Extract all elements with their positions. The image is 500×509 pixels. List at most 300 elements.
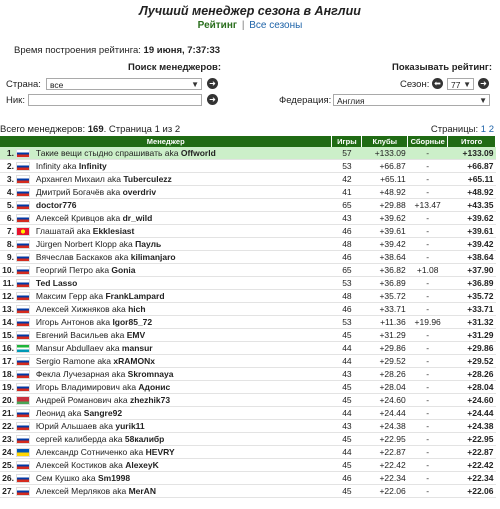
games-cell: 43	[332, 212, 362, 225]
manager-cell[interactable]	[34, 147, 332, 160]
games-cell: 44	[332, 355, 362, 368]
rank-cell: 17.	[0, 355, 16, 368]
total-cell: +31.32	[448, 316, 496, 329]
country-flag-icon	[16, 278, 30, 288]
rank-cell: 24.	[0, 446, 16, 459]
table-row[interactable]	[0, 407, 496, 420]
rank-cell: 10.	[0, 264, 16, 277]
flag-cell	[16, 212, 34, 225]
rank-cell: 16.	[0, 342, 16, 355]
nav-separator: |	[241, 20, 245, 31]
manager-nick-link[interactable]: Skromnaya	[127, 369, 174, 379]
page-2-link[interactable]: 2	[488, 124, 494, 135]
clubs-cell: +36.82	[362, 264, 408, 277]
games-cell: 53	[332, 316, 362, 329]
rank-cell: 27.	[0, 485, 16, 498]
manager-cell[interactable]	[34, 186, 332, 199]
total-cell: +22.34	[448, 472, 496, 485]
clubs-cell: +29.86	[362, 342, 408, 355]
manager-name: Игорь Антонов aka	[35, 317, 113, 327]
national-cell: -	[408, 212, 448, 225]
manager-nick-link[interactable]: doctor776	[35, 200, 77, 210]
country-flag-icon	[16, 200, 30, 210]
manager-nick-link[interactable]: Tuberculezz	[123, 174, 172, 184]
col-total-header[interactable]: Итого	[448, 136, 496, 147]
flag-cell	[16, 199, 34, 212]
national-cell: +19.96	[408, 316, 448, 329]
rank-cell: 26.	[0, 472, 16, 485]
manager-cell[interactable]	[34, 433, 332, 446]
total-cell: +22.06	[448, 485, 496, 498]
flag-cell	[16, 160, 34, 173]
games-cell: 46	[332, 472, 362, 485]
flag-cell	[16, 368, 34, 381]
country-flag-icon	[16, 330, 30, 340]
national-cell: -	[408, 290, 448, 303]
total-cell: +48.92	[448, 186, 496, 199]
games-cell: 57	[332, 147, 362, 160]
clubs-cell: +38.64	[362, 251, 408, 264]
clubs-cell: +31.29	[362, 329, 408, 342]
manager-name: Алексей Хижняков aka	[35, 304, 129, 314]
total-cell: +37.90	[448, 264, 496, 277]
manager-name: Jürgen Norbert Klopp aka	[35, 239, 136, 249]
table-row[interactable]	[0, 420, 496, 433]
table-row[interactable]	[0, 329, 496, 342]
total-cell: +22.42	[448, 459, 496, 472]
manager-nick-link[interactable]: yurik11	[115, 421, 145, 431]
total-cell: +35.72	[448, 290, 496, 303]
national-cell: -	[408, 329, 448, 342]
country-go-button[interactable]	[207, 78, 218, 89]
total-cell: +29.86	[448, 342, 496, 355]
country-flag-icon	[16, 213, 30, 223]
nick-go-button[interactable]	[207, 94, 218, 105]
season-label: Сезон:	[400, 79, 430, 90]
manager-cell[interactable]	[34, 264, 332, 277]
manager-cell[interactable]	[34, 329, 332, 342]
total-cell: +66.87	[448, 160, 496, 173]
table-row[interactable]	[0, 446, 496, 459]
chevron-down-icon: ▼	[463, 80, 471, 89]
country-flag-icon	[16, 395, 30, 405]
country-flag-icon	[16, 460, 30, 470]
manager-nick-link[interactable]: hich	[128, 304, 146, 314]
summary-info	[0, 124, 180, 135]
manager-nick-link[interactable]: MerAN	[128, 486, 156, 496]
clubs-cell: +39.62	[362, 212, 408, 225]
manager-nick-link[interactable]: zhezhik73	[129, 395, 171, 405]
national-cell: +1.08	[408, 264, 448, 277]
rank-cell: 1.	[0, 147, 16, 160]
country-flag-icon	[16, 239, 30, 249]
manager-cell[interactable]	[34, 472, 332, 485]
table-row[interactable]	[0, 212, 496, 225]
federation-label: Федерация:	[279, 95, 332, 106]
manager-nick-link[interactable]: Sm1998	[97, 473, 131, 483]
table-row[interactable]	[0, 485, 496, 498]
rank-cell: 25.	[0, 459, 16, 472]
table-row[interactable]	[0, 186, 496, 199]
flag-cell	[16, 264, 34, 277]
country-flag-icon	[16, 174, 30, 184]
manager-nick-link[interactable]: Пауль	[135, 239, 162, 249]
build-time	[14, 45, 220, 56]
season-prev-button[interactable]	[432, 78, 443, 89]
national-cell: -	[408, 160, 448, 173]
table-row[interactable]	[0, 290, 496, 303]
manager-cell[interactable]	[34, 160, 332, 173]
manager-nick-link[interactable]: Ted Lasso	[35, 278, 78, 288]
national-cell: -	[408, 251, 448, 264]
flag-cell	[16, 420, 34, 433]
clubs-cell: +24.60	[362, 394, 408, 407]
manager-name: Евгений Васильев aka	[35, 330, 127, 340]
manager-name: Андрей Романович aka	[35, 395, 130, 405]
clubs-cell: +11.36	[362, 316, 408, 329]
manager-nick-link[interactable]: Igor85_72	[112, 317, 153, 327]
country-select-value: все	[50, 80, 64, 90]
manager-name: Infinity aka	[35, 161, 79, 171]
country-select[interactable]	[46, 78, 202, 90]
country-flag-icon	[16, 187, 30, 197]
manager-cell[interactable]	[34, 212, 332, 225]
manager-cell[interactable]	[34, 394, 332, 407]
page-title: Лучший менеджер сезона в Англии	[139, 4, 361, 18]
col-manager-header[interactable]: Менеджер	[0, 136, 332, 147]
manager-cell[interactable]	[34, 290, 332, 303]
manager-cell[interactable]	[34, 199, 332, 212]
rank-cell: 22.	[0, 420, 16, 433]
country-flag-icon	[16, 161, 30, 171]
summary-page-text: . Страница 1 из 2	[103, 124, 181, 135]
rank-cell: 9.	[0, 251, 16, 264]
table-row[interactable]	[0, 238, 496, 251]
clubs-cell: +24.38	[362, 420, 408, 433]
flag-cell	[16, 277, 34, 290]
country-flag-icon	[16, 252, 30, 262]
games-cell: 45	[332, 433, 362, 446]
clubs-cell: +22.87	[362, 446, 408, 459]
country-flag-icon	[16, 369, 30, 379]
flag-cell	[16, 238, 34, 251]
manager-cell[interactable]	[34, 459, 332, 472]
national-cell: -	[408, 238, 448, 251]
national-cell: -	[408, 186, 448, 199]
national-cell: +13.47	[408, 199, 448, 212]
national-cell: -	[408, 433, 448, 446]
games-cell: 41	[332, 186, 362, 199]
clubs-cell: +22.34	[362, 472, 408, 485]
col-games-header[interactable]: Игры	[332, 136, 362, 147]
rank-cell: 21.	[0, 407, 16, 420]
all-seasons-link[interactable]: Все сезоны	[249, 20, 303, 31]
table-row[interactable]	[0, 394, 496, 407]
manager-name: Sergio Ramone aka	[35, 356, 114, 366]
manager-name: Игорь Владимирович aka	[35, 382, 139, 392]
country-flag-icon	[16, 148, 30, 158]
season-next-button[interactable]	[478, 78, 489, 89]
total-cell: +38.64	[448, 251, 496, 264]
flag-cell	[16, 329, 34, 342]
country-flag-icon	[16, 317, 30, 327]
table-row[interactable]	[0, 251, 496, 264]
rank-cell: 2.	[0, 160, 16, 173]
manager-cell[interactable]	[34, 251, 332, 264]
total-cell: +24.60	[448, 394, 496, 407]
manager-nick-link[interactable]: AlexeyK	[125, 460, 159, 470]
table-row[interactable]	[0, 173, 496, 186]
manager-cell[interactable]	[34, 316, 332, 329]
ranking-table	[0, 136, 496, 498]
national-cell: -	[408, 173, 448, 186]
table-row[interactable]	[0, 342, 496, 355]
manager-cell[interactable]	[34, 407, 332, 420]
games-cell: 46	[332, 303, 362, 316]
manager-name: Алексей Мерляков aka	[35, 486, 129, 496]
clubs-cell: +29.88	[362, 199, 408, 212]
manager-cell[interactable]	[34, 368, 332, 381]
clubs-cell: +28.04	[362, 381, 408, 394]
flag-cell	[16, 381, 34, 394]
rank-cell: 12.	[0, 290, 16, 303]
season-select-value: 77	[451, 80, 461, 90]
country-flag-icon	[16, 382, 30, 392]
manager-nick-link[interactable]: dr_wild	[122, 213, 153, 223]
manager-name: Алексей Кривцов aka	[35, 213, 123, 223]
manager-name: Александр Сотниченко aka	[35, 447, 146, 457]
table-row[interactable]	[0, 381, 496, 394]
rank-cell: 11.	[0, 277, 16, 290]
national-cell: -	[408, 407, 448, 420]
table-row[interactable]	[0, 160, 496, 173]
manager-name: Дмитрий Богачёв aka	[35, 187, 123, 197]
manager-nick-link[interactable]: xRAMONx	[113, 356, 155, 366]
rank-cell: 3.	[0, 173, 16, 186]
table-row[interactable]	[0, 147, 496, 160]
country-flag-icon	[16, 421, 30, 431]
flag-cell	[16, 173, 34, 186]
show-rating-heading: Показывать рейтинг:	[392, 62, 493, 73]
manager-cell[interactable]	[34, 238, 332, 251]
table-row[interactable]	[0, 225, 496, 238]
total-cell: +39.62	[448, 212, 496, 225]
manager-cell[interactable]	[34, 420, 332, 433]
games-cell: 43	[332, 420, 362, 433]
country-flag-icon	[16, 343, 30, 353]
games-cell: 48	[332, 290, 362, 303]
manager-cell[interactable]	[34, 225, 332, 238]
manager-nick-link[interactable]: EMV	[126, 330, 146, 340]
manager-cell[interactable]	[34, 303, 332, 316]
manager-nick-link[interactable]: mansur	[121, 343, 153, 353]
manager-cell[interactable]	[34, 355, 332, 368]
manager-nick-link[interactable]: Infinity	[78, 161, 107, 171]
country-flag-icon	[16, 408, 30, 418]
rank-cell: 19.	[0, 381, 16, 394]
manager-name: Юрий Альшаев aka	[35, 421, 116, 431]
rank-cell: 18.	[0, 368, 16, 381]
federation-select[interactable]	[333, 94, 490, 106]
national-cell: -	[408, 472, 448, 485]
sub-navigation	[0, 20, 500, 31]
games-cell: 46	[332, 225, 362, 238]
flag-cell	[16, 342, 34, 355]
manager-cell[interactable]	[34, 381, 332, 394]
rank-cell: 13.	[0, 303, 16, 316]
clubs-cell: +48.92	[362, 186, 408, 199]
tab-rating[interactable]: Рейтинг	[197, 20, 238, 31]
table-row[interactable]	[0, 303, 496, 316]
manager-nick-link[interactable]: Gonia	[111, 265, 136, 275]
manager-nick-link[interactable]: Sangre92	[83, 408, 123, 418]
flag-cell	[16, 485, 34, 498]
clubs-cell: +29.52	[362, 355, 408, 368]
national-cell: -	[408, 381, 448, 394]
pagination	[431, 124, 494, 135]
manager-name: Алексей Костиков aka	[35, 460, 126, 470]
country-flag-icon	[16, 447, 30, 457]
clubs-cell: +33.71	[362, 303, 408, 316]
manager-cell[interactable]	[34, 485, 332, 498]
manager-nick-link[interactable]: kilimanjaro	[130, 252, 176, 262]
total-cell: +22.95	[448, 433, 496, 446]
national-cell: -	[408, 420, 448, 433]
page-1-link[interactable]: 1	[480, 124, 487, 135]
ranking-table-body	[0, 147, 496, 498]
country-flag-icon	[16, 356, 30, 366]
flag-cell	[16, 147, 34, 160]
games-cell: 42	[332, 173, 362, 186]
clubs-cell: +24.44	[362, 407, 408, 420]
national-cell: -	[408, 342, 448, 355]
manager-name: Леонид aka	[35, 408, 84, 418]
national-cell: -	[408, 147, 448, 160]
table-row[interactable]	[0, 264, 496, 277]
manager-nick-link[interactable]: FrankLampard	[105, 291, 165, 301]
table-row[interactable]	[0, 459, 496, 472]
games-cell: 45	[332, 329, 362, 342]
chevron-down-icon: ▼	[479, 96, 487, 105]
manager-name: сергей калибердa aka	[35, 434, 125, 444]
manager-name: Фекла Лучезарная aka	[35, 369, 128, 379]
games-cell: 45	[332, 394, 362, 407]
table-row[interactable]	[0, 433, 496, 446]
flag-cell	[16, 433, 34, 446]
season-select[interactable]	[447, 78, 474, 90]
search-heading: Поиск менеджеров:	[128, 62, 222, 73]
col-national-header[interactable]: Сборные	[408, 136, 448, 147]
clubs-cell: +66.87	[362, 160, 408, 173]
games-cell: 45	[332, 381, 362, 394]
manager-name: Такие вещи стыдно спрашивать aka	[35, 148, 181, 158]
manager-nick-link[interactable]: Ekklesiast	[92, 226, 135, 236]
flag-cell	[16, 355, 34, 368]
national-cell: -	[408, 277, 448, 290]
clubs-cell: +133.09	[362, 147, 408, 160]
flag-cell	[16, 394, 34, 407]
flag-cell	[16, 290, 34, 303]
total-cell: +22.87	[448, 446, 496, 459]
rank-cell: 14.	[0, 316, 16, 329]
nick-label: Ник:	[6, 95, 25, 106]
clubs-cell: +39.61	[362, 225, 408, 238]
clubs-cell: +39.42	[362, 238, 408, 251]
build-time-label: Время построения рейтинга:	[14, 45, 141, 56]
country-flag-icon	[16, 486, 30, 496]
manager-cell[interactable]	[34, 446, 332, 459]
manager-nick-link[interactable]: overdriv	[122, 187, 157, 197]
games-cell: 44	[332, 407, 362, 420]
total-cell: +28.26	[448, 368, 496, 381]
games-cell: 48	[332, 238, 362, 251]
games-cell: 65	[332, 199, 362, 212]
table-row[interactable]	[0, 199, 496, 212]
manager-nick-link[interactable]: HEVRY	[145, 447, 175, 457]
clubs-cell: +28.26	[362, 368, 408, 381]
rank-cell: 15.	[0, 329, 16, 342]
nick-input[interactable]	[28, 94, 202, 106]
total-cell: +29.52	[448, 355, 496, 368]
flag-cell	[16, 251, 34, 264]
flag-cell	[16, 446, 34, 459]
arrow-right-icon: ➜	[209, 95, 216, 104]
manager-name: Глашатай aka	[35, 226, 93, 236]
national-cell: -	[408, 368, 448, 381]
arrow-right-icon: ➜	[209, 79, 216, 88]
manager-name: Георгий Петро aka	[35, 265, 112, 275]
total-cell: +43.35	[448, 199, 496, 212]
games-cell: 44	[332, 446, 362, 459]
manager-cell[interactable]	[34, 277, 332, 290]
manager-cell[interactable]	[34, 342, 332, 355]
total-cell: +36.89	[448, 277, 496, 290]
games-cell: 43	[332, 368, 362, 381]
col-clubs-header[interactable]: Клубы	[362, 136, 408, 147]
manager-nick-link[interactable]: Offworld	[180, 148, 216, 158]
manager-nick-link[interactable]: 58калибр	[124, 434, 165, 444]
country-flag-icon	[16, 304, 30, 314]
table-row[interactable]	[0, 472, 496, 485]
arrow-right-icon: ➜	[480, 79, 487, 88]
games-cell: 53	[332, 277, 362, 290]
table-row[interactable]	[0, 368, 496, 381]
flag-cell	[16, 186, 34, 199]
country-flag-icon	[16, 226, 30, 236]
chevron-down-icon: ▼	[191, 80, 199, 89]
federation-select-value: Англия	[337, 96, 365, 106]
table-row[interactable]	[0, 277, 496, 290]
total-cell: +31.29	[448, 329, 496, 342]
games-cell: 45	[332, 485, 362, 498]
manager-nick-link[interactable]: Адонис	[138, 382, 171, 392]
country-flag-icon	[16, 473, 30, 483]
national-cell: -	[408, 459, 448, 472]
clubs-cell: +36.89	[362, 277, 408, 290]
manager-cell[interactable]	[34, 173, 332, 186]
arrow-left-icon: ⬅	[434, 79, 441, 88]
manager-name: Максим Герр aka	[35, 291, 106, 301]
table-row[interactable]	[0, 316, 496, 329]
games-cell: 46	[332, 251, 362, 264]
clubs-cell: +22.06	[362, 485, 408, 498]
pagination-label: Страницы:	[430, 124, 479, 135]
manager-name: Вячеслав Баскаков aka	[35, 252, 131, 262]
table-row[interactable]	[0, 355, 496, 368]
flag-cell	[16, 407, 34, 420]
clubs-cell: +35.72	[362, 290, 408, 303]
flag-cell	[16, 316, 34, 329]
